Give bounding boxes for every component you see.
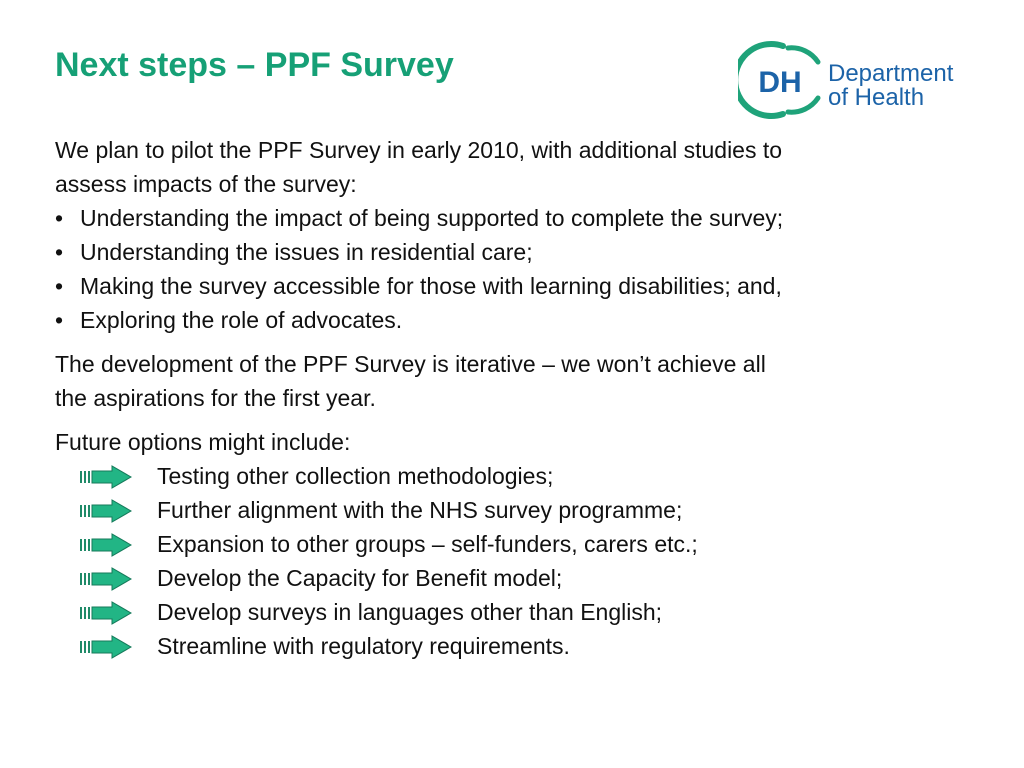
- future-options-heading: Future options might include:: [55, 429, 351, 455]
- intro-line-2: assess impacts of the survey:: [55, 171, 357, 197]
- right-arrow-icon: [80, 567, 132, 591]
- bullet-icon: •: [55, 239, 64, 265]
- list-item: [55, 527, 1005, 561]
- logo-mark: DH: [758, 66, 802, 99]
- future-option-text: Develop surveys in languages other than English;: [157, 599, 663, 625]
- right-arrow-icon: [80, 635, 132, 659]
- future-option-text: Streamline with regulatory requirements.: [157, 633, 570, 659]
- list-item: [55, 269, 1005, 303]
- list-item: [55, 303, 1005, 337]
- logo-wordmark: [828, 62, 953, 110]
- logo-line-department: Department: [828, 60, 954, 87]
- dh-emblem-icon: [738, 40, 828, 120]
- development-line-1: The development of the PPF Survey is iterative – we won’t achieve all: [55, 351, 766, 377]
- development-paragraph: [55, 347, 1005, 415]
- slide-body: [55, 133, 1005, 663]
- future-options-section: [55, 425, 1005, 663]
- logo-line-of-health: of Health: [828, 84, 925, 111]
- list-item: [55, 561, 1005, 595]
- intro-paragraph: [55, 133, 1005, 201]
- study-bullet-list: [55, 201, 1005, 337]
- bullet-icon: •: [55, 307, 64, 333]
- future-option-text: Testing other collection methodologies;: [157, 463, 554, 489]
- department-of-health-logo: [738, 40, 983, 120]
- bullet-icon: •: [55, 205, 64, 231]
- future-option-text: Develop the Capacity for Benefit model;: [157, 565, 563, 591]
- bullet-text: Understanding the impact of being supported to complete the survey;: [80, 205, 784, 231]
- intro-section: [55, 133, 1005, 337]
- list-item: [55, 595, 1005, 629]
- bullet-text: Understanding the issues in residential care;: [80, 239, 533, 265]
- right-arrow-icon: [80, 601, 132, 625]
- future-option-text: Expansion to other groups – self-funders, carers etc.;: [157, 531, 698, 557]
- list-item: [55, 235, 1005, 269]
- list-item: [55, 459, 1005, 493]
- bullet-icon: •: [55, 273, 64, 299]
- intro-line-1: We plan to pilot the PPF Survey in early 2010, with additional studies to: [55, 137, 783, 163]
- development-line-2: the aspirations for the first year.: [55, 385, 376, 411]
- right-arrow-icon: [80, 499, 132, 523]
- future-option-text: Further alignment with the NHS survey programme;: [157, 497, 683, 523]
- list-item: [55, 201, 1005, 235]
- future-options-list: [55, 459, 1005, 663]
- slide-title: Next steps – PPF Survey: [55, 46, 454, 84]
- right-arrow-icon: [80, 533, 132, 557]
- bullet-text: Exploring the role of advocates.: [80, 307, 403, 333]
- right-arrow-icon: [80, 465, 132, 489]
- bullet-text: Making the survey accessible for those with learning disabilities; and,: [80, 273, 782, 299]
- list-item: [55, 629, 1005, 663]
- list-item: [55, 493, 1005, 527]
